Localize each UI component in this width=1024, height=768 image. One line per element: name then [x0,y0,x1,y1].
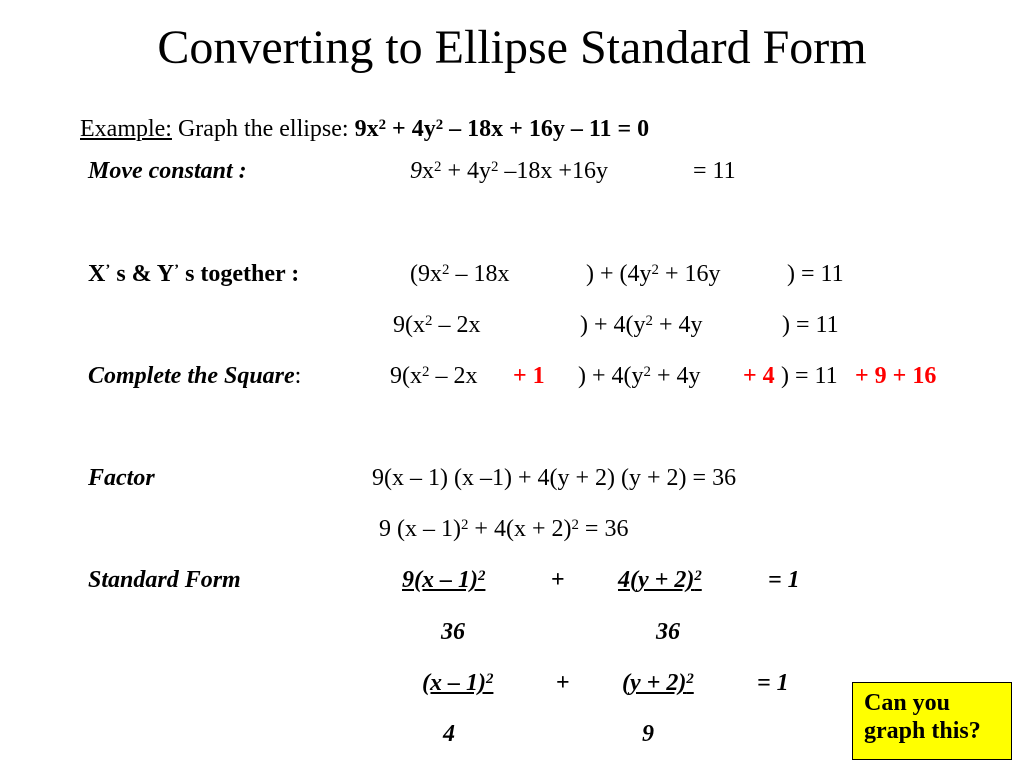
standard-form-numerator-3: (x – 1)$^2$ [422,670,494,696]
example-label: Example: [80,116,172,142]
complete-square-add-1: + 1 [513,363,545,389]
standard-form-denominator-4: 9 [642,721,654,747]
together-line1-b: ) + ($4y^2 + 16y$ [586,261,721,287]
together-line1-a: ($9x^2 - 18x$ [410,261,510,287]
complete-square-b: ) + $4(y^2 + 4y$ [578,363,701,389]
standard-form-plus-2: + [556,670,570,696]
together-label: X’ s & Y’ s together : [88,261,300,287]
move-constant-label: Move constant : [88,158,247,184]
together-line2-c: ) = 11 [782,312,839,338]
move-constant-rhs: = 11 [693,158,736,184]
complete-square-a: $9(x^2 - 2x$ [390,363,478,389]
together-line1-c: ) = 11 [787,261,844,287]
standard-form-denominator-3: 4 [443,721,455,747]
callout-line-1: Can you [864,690,951,716]
example-intro: Graph the ellipse: [171,116,355,142]
together-line2-b: ) + $4(y^2 + 4y$ [580,312,703,338]
callout-line-2: graph this? [864,718,981,745]
standard-form-denominator-1: 36 [441,619,465,645]
standard-form-numerator-4: $(y + 2)^2$ [622,670,694,696]
graph-prompt-callout [852,682,1012,760]
factor-label: Factor [88,465,155,491]
complete-square-label: Complete the Square: [88,363,302,389]
standard-form-numerator-2: $4(y + 2)^2$ [618,567,702,593]
slide-title: Converting to Ellipse Standard Form [157,21,867,74]
factor-line2: 9 $(x - 1)^2 + 4(x + 2)^2 = 36$ [379,516,629,542]
complete-square-add-4: + 4 [743,363,775,389]
factor-line1: 9(x – 1) (x –1) + 4(y + 2) (y + 2) = 36 [372,465,737,491]
standard-form-equals-2: = 1 [757,670,789,696]
complete-square-add-rhs: + 9 + 16 [855,363,937,389]
standard-form-label: Standard Form [88,567,241,593]
standard-form-denominator-2: 36 [656,619,680,645]
together-line2-a: $9(x^2 - 2x$ [393,312,481,338]
standard-form-numerator-1: 9(x – 1)$^2$ [402,567,486,593]
standard-form-plus: + [551,567,565,593]
example-line [80,117,649,141]
move-constant-expr: $9x^2 + 4y^2$ –18x +16y [410,158,608,184]
standard-form-equals: = 1 [768,567,800,593]
example-equation: $9x^2 + 4y^2 - 18x + 16y - 11 = 0$ [354,116,650,142]
complete-square-rhs: ) = 11 [781,363,838,389]
